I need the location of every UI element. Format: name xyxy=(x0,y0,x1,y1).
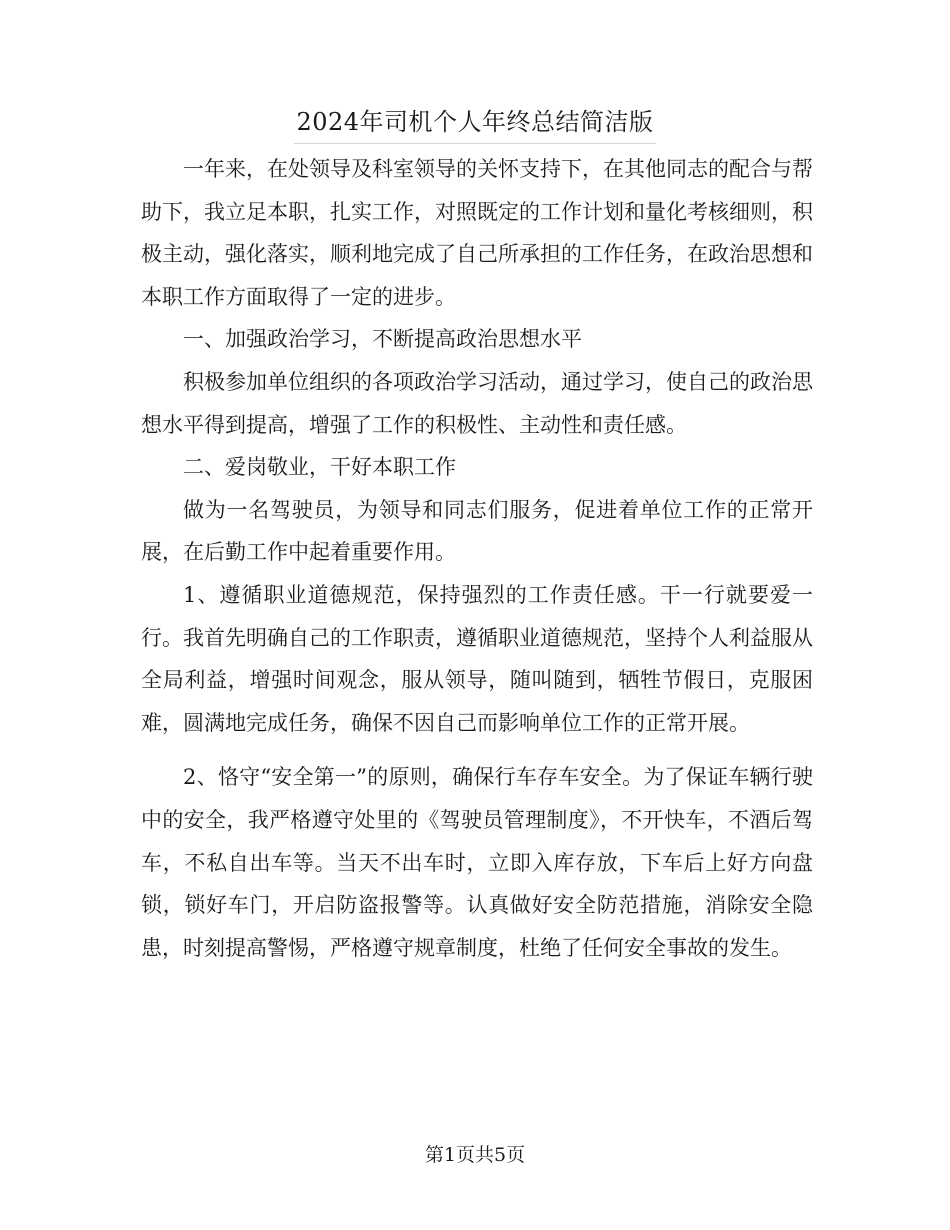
paragraph-intro: 一年来，在处领导及科室领导的关怀支持下，在其他同志的配合与帮助下，我立足本职，扎实工作，对照既定的工作计划和量化考核细则，积极主动，强化落实，顺利地完成了自己所承担的工作任务，在政治思想和本职工作方面取得了一定的进步。 xyxy=(141,157,813,309)
document-body xyxy=(141,148,813,969)
document-title: 2024年司机个人年终总结简洁版 xyxy=(296,108,654,136)
section-heading-2: 二、爱岗敬业，干好本职工作 xyxy=(183,455,456,480)
title-underline xyxy=(294,143,656,144)
section-heading-1: 一、加强政治学习，不断提高政治思想水平 xyxy=(183,327,582,352)
paragraph-item-1: 1、遵循职业道德规范，保持强烈的工作责任感。干一行就要爱一行。我首先明确自己的工作职责，遵循职业道德规范，坚持个人利益服从全局利益，增强时间观念，服从领导，随叫随到，牺牲节假日，克服困难，圆满地完成任务，确保不因自己而影响单位工作的正常开展。 xyxy=(141,582,813,735)
page-number-footer: 第1页共5页 xyxy=(424,1144,526,1166)
paragraph-section-1: 积极参加单位组织的各项政治学习活动，通过学习，使自己的政治思想水平得到提高，增强了工作的积极性、主动性和责任感。 xyxy=(141,369,813,437)
paragraph-item-2: 2、恪守“安全第一”的原则，确保行车存车安全。为了保证车辆行驶中的安全，我严格遵守处里的《驾驶员管理制度》，不开快车，不酒后驾车，不私自出车等。当天不出车时，立即入库存放，下车后上好方向盘锁，锁好车门，开启防盗报警等。认真做好安全防范措施，消除安全隐患，时刻提高警惕，严格遵守规章制度，杜绝了任何安全事故的发生。 xyxy=(141,765,813,960)
paragraph-section-2: 做为一名驾驶员，为领导和同志们服务，促进着单位工作的正常开展，在后勤工作中起着重要作用。 xyxy=(141,497,813,565)
